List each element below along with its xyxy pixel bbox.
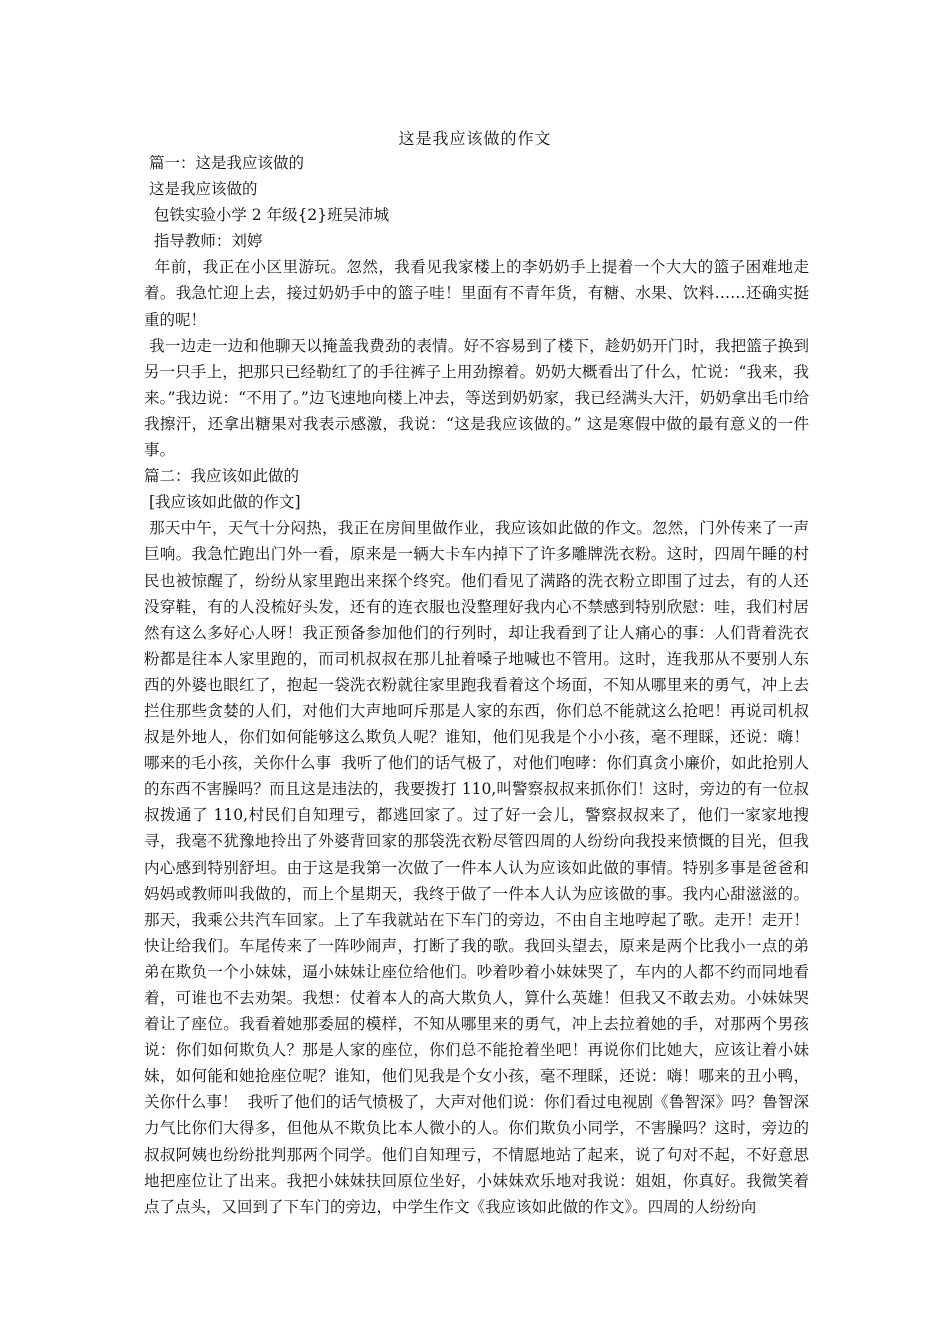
essay-one-author: 包铁实验小学 2 年级{2}班吴沛城 bbox=[144, 206, 390, 225]
essay-one-paragraph-2: 我一边走一边和他聊天以掩盖我费劲的表情。好不容易到了楼下，趁奶奶开门时，我把篮子换到另一只手上，把那只已经勒红了的手往裤子上用劲擦着。奶奶大概看出了什么，忙说：“我来，我来。”我边说：“不用了。”边飞速地向楼上冲去，等送到奶奶家，我已经满头大汗，奶奶拿出毛巾给我擦汗，还拿出糖果对我表示感激，我说：“这是我应该做的。” 这是寒假中做的最有意义的一件事。 bbox=[144, 336, 809, 460]
essay-two-title: [我应该如此做的作文] bbox=[144, 493, 301, 512]
essay-one-teacher: 指导教师：刘婷 bbox=[144, 232, 263, 251]
document-body bbox=[144, 150, 819, 1220]
section-one-heading: 篇一：这是我应该做的 bbox=[144, 154, 304, 172]
essay-one-title: 这是我应该做的 bbox=[144, 180, 258, 199]
essay-two-paragraph: 那天中午，天气十分闷热，我正在房间里做作业，我应该如此做的作文。忽然，门外传来了一声巨响。我急忙跑出门外一看，原来是一辆大卡车内掉下了许多雕牌洗衣粉。这时，四周午睡的村民也被惊醒了，纷纷从家里跑出来探个终究。他们看见了满路的洗衣粉立即围了过去，有的人还没穿鞋，有的人没梳好头发，还有的连衣服也没整理好我内心不禁感到特别欣慰：哇，我们村居然有这么多好心人呀！我正预备参加他们的行列时，却让我看到了让人痛心的事：人们背着洗衣粉都是往本人家里跑的，而司机叔叔在那儿扯着嗓子地喊也不管用。这时，连我那从不要别人东西的外婆也眼红了，抱起一袋洗衣粉就往家里跑我看着这个场面，不知从哪里来的勇气，冲上去拦住那些贪婪的人们，对他们大声地呵斥那是人家的东西，你们总不能就这么抢吧！再说司机叔叔是外地人，你们如何能够这么欺负人呢？谁知，他们见我是个小小孩，毫不理睬，还说：嗨！哪来的毛小孩，关你什么事 我听了他们的话气极了，对他们咆哮：你们真贪小廉价，如此抢别人的东西不害臊吗？而且这是违法的，我要拨打 110,叫警察叔叔来抓你们！这时，旁边的有一位叔叔拨通了 110,村民们自知理亏，都逃回家了。过了好一会儿，警察叔叔来了，他们一家家地搜寻，我毫不犹豫地拎出了外婆背回家的那袋洗衣粉尽管四周的人纷纷向我投来愤慨的目光，但我内心感到特别舒坦。由于这是我第一次做了一件本人认为应该如此做的事情。特别多事是爸爸和妈妈或教师叫我做的，而上个星期天，我终于做了一件本人认为应该做的事。我内心甜滋滋的。 那天，我乘公共汽车回家。上了车我就站在下车门的旁边，不由自主地哼起了歌。走开！走开！快让给我们。车尾传来了一阵吵闹声，打断了我的歌。我回头望去，原来是两个比我小一点的弟弟在欺负一个小妹妹，逼小妹妹让座位给他们。吵着吵着小妹妹哭了，车内的人都不约而同地看着，可谁也不去劝架。我想：仗着本人的高大欺负人，算什么英雄！但我又不敢去劝。小妹妹哭着让了座位。我看着她那委屈的模样，不知从哪里来的勇气，冲上去拉着她的手，对那两个男孩说：你们如何欺负人？那是人家的座位，你们总不能抢着坐吧！再说你们比她大，应该让着小妹妹，如何能和她抢座位呢？谁知，他们见我是个女小孩，毫不理睬，还说：嗨！哪来的丑小鸭，关你什么事！ 我听了他们的话气愤极了，大声对他们说：你们看过电视剧《鲁智深》吗？鲁智深力气比你们大得多，但他从不欺负比本人微小的人。你们欺负小同学，不害臊吗？这时，旁边的叔叔阿姨也纷纷批判那两个同学。他们自知理亏，不情愿地站了起来，说了句对不起，不好意思地把座位让了出来。我把小妹妹扶回原位坐好，小妹妹欢乐地对我说：姐姐，你真好。我微笑着点了点头，又回到了下车门的旁边，中学生作文《我应该如此做的作文》。四周的人纷纷向 bbox=[144, 519, 819, 1216]
document-title: 这是我应该做的作文 bbox=[398, 129, 552, 148]
section-two-heading: 篇二：我应该如此做的 bbox=[144, 467, 300, 486]
essay-one-paragraph-1: 年前，我正在小区里游玩。忽然，我看见我家楼上的李奶奶手上提着一个大大的篮子困难地走着。我急忙迎上去，接过奶奶手中的篮子哇！里面有不青年货，有糖、水果、饮料……还确实挺重的呢！ bbox=[144, 258, 809, 329]
